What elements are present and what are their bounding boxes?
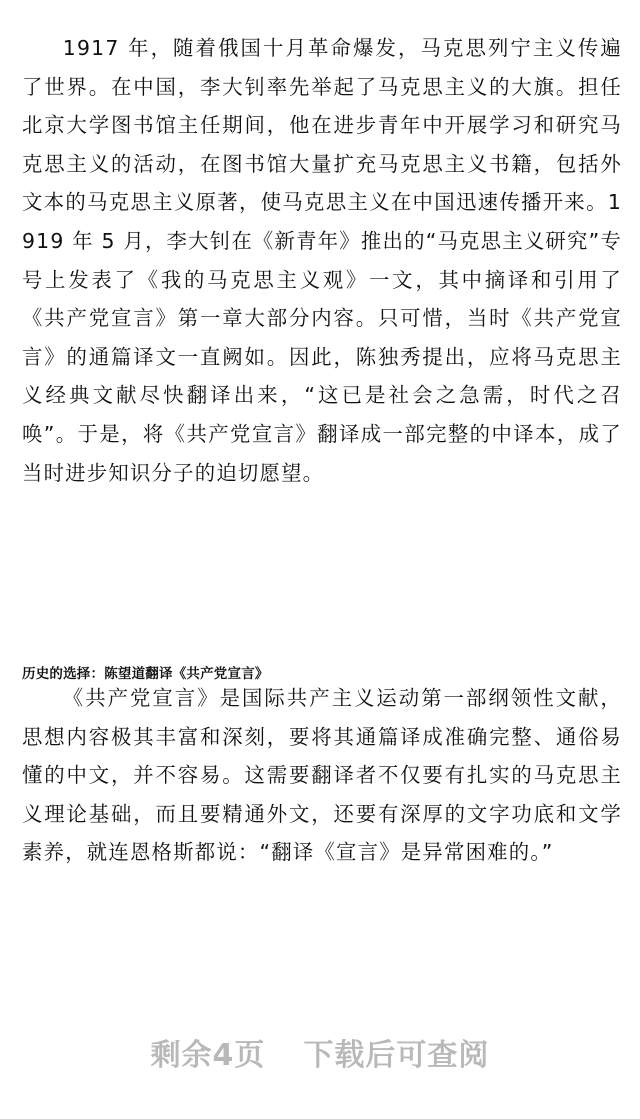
download-hint-text: 下载后可查阅 xyxy=(303,1038,490,1073)
body-paragraph-1: 1917 年，随着俄国十月革命爆发，马克思列宁主义传遍了世界。在中国，李大钊率先举起了马克思主义的大旗。担任北京大学图书馆主任期间，他在进步青年中开展学习和研究马克思主义的活动，在图书馆大量扩充马克思主义书籍，包括外文本的马克思主义原著，使马克思主义在中国迅速传播开来。1919 年 5 月，李大钊在《新青年》推出的“马克思主义研究”专号上发表了《我的马克思主义观》一文，其中摘译和引用了《共产党宣言》第一章大部分内容。只可惜，当时《共产党宣言》的通篇译文一直阙如。因此，陈独秀提出，应将马克思主义经典文献尽快翻译出来，“这已是社会之急需，时代之召唤”。于是，将《共产党宣言》翻译成一部完整的中译本，成了当时进步知识分子的迫切愿望。 xyxy=(22,36,622,485)
remaining-pages-text: 剩余4页 xyxy=(150,1038,266,1073)
download-prompt[interactable] xyxy=(0,1036,640,1076)
section-subheading: 历史的选择：陈望道翻译《共产党宣言》 xyxy=(22,666,269,682)
body-paragraph-2: 《共产党宣言》是国际共产主义运动第一部纲领性文献，思想内容极其丰富和深刻，要将其通篇译成准确完整、通俗易懂的中文，并不容易。这需要翻译者不仅要有扎实的马克思主义理论基础，而且要精通外文，还要有深厚的文字功底和文学素养，就连恩格斯都说：“翻译《宣言》是异常困难的。” xyxy=(22,686,622,865)
